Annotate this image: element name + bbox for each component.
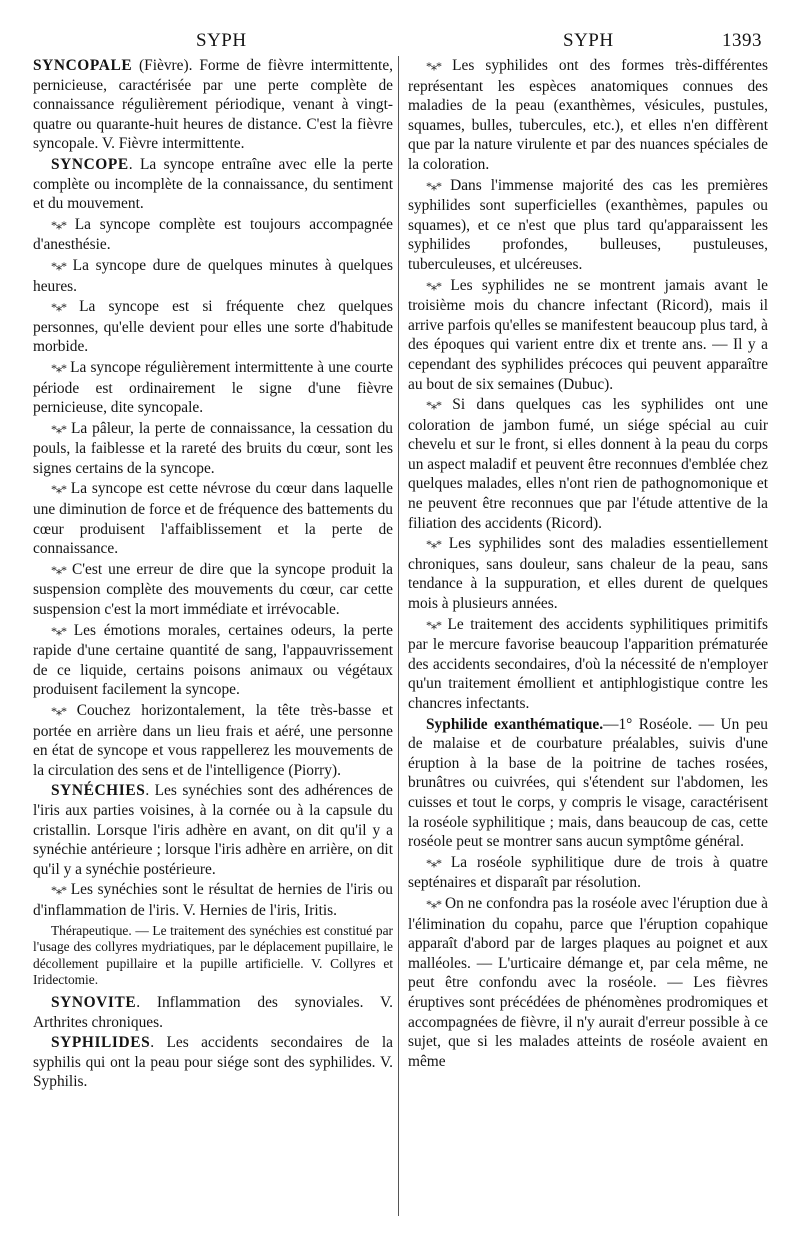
paragraph-text: La syncope est si fréquente chez quelques personnes, qu'elle devient pour elles une sorte d'habitude morbide.: [33, 298, 393, 356]
paragraph-text: C'est une erreur de dire que la syncope produit la suspension complète des mouvements du cœur, car cette suspension c'est la mort immédiate et irrévocable.: [33, 560, 393, 619]
paragraph-text: Le traitement des accidents syphilitiques primitifs par le mercure favorise beaucoup l'apparition prématurée des accidents secondaires, d'où la nécessité de n'employer qu'un traitement émollient et antiphlogistique contre les chancres infectants.: [408, 615, 768, 712]
paragraph: [408, 395, 768, 533]
paragraph: [408, 56, 768, 175]
paragraph: [408, 853, 768, 893]
entry-text: . Les accidents secondaires de la syphilis qui ont la peau pour siége sont des syphilides. V. Syphilis.: [33, 1034, 393, 1091]
paragraph: [33, 256, 393, 296]
entry-syncopale: [33, 56, 393, 154]
paragraph: [408, 534, 768, 613]
paragraph: [33, 419, 393, 479]
column-divider: [398, 56, 399, 1216]
paragraph: [33, 297, 393, 357]
paragraph: [33, 701, 393, 780]
paragraph-text: Les syphilides sont des maladies essentiellement chroniques, sans douleur, sans chaleur de la peau, sans tendance à la suppuration, et elles durent de quelques mois à plusieurs années.: [408, 535, 768, 613]
asterism-marker: *⁎*: [51, 704, 66, 718]
paragraph-text: Dans l'immense majorité des cas les premières syphilides sont superficielles (exanthèmes, papules ou squames), et ce n'est que plus tard qu'apparaissent les syphilides profondes, bulleuses, pustuleuses, tuberculeuses, et ulcéreuses.: [408, 176, 768, 273]
asterism-marker: *⁎*: [51, 482, 66, 497]
paragraph-text: La pâleur, la perte de connaissance, la cessation du pouls, la faiblesse et la rareté des bruits du cœur, sont les signes certains de la syncope.: [33, 419, 393, 477]
entry-syphilides: [33, 1033, 393, 1092]
asterism-marker: *⁎*: [51, 300, 66, 315]
paragraph-text: La syncope régulièrement intermittente à une courte période est ordinairement le signe d'une fièvre pernicieuse, dite syncopale.: [33, 358, 393, 417]
running-head-left: SYPH: [196, 30, 247, 51]
paragraph-text: La syncope complète est toujours accompagnée d'anesthésie.: [33, 215, 393, 254]
entry-text: (Fièvre). Forme de fièvre intermittente, pernicieuse, caractérisée par une perte complète de connaissance régulièrement périodique, venant à vingt-quatre ou quarante-huit heures de distance. C'est la fièvre syncopale. V. Fièvre intermittente.: [33, 57, 393, 153]
entry-text: —1° Roséole. — Un peu de malaise et de courbature préalables, suivis d'une éruption à la base de la poitrine de taches rosées, brunâtres ou cuivrées, qui s'étendent sur l'abdomen, les cuisses et tout le corps, y compris le visage, caractérisent la roséole syphilitique ; mais, dans beaucoup de cas, cette roséole peut se montrer sans aucun symptôme général.: [408, 715, 768, 851]
page-number: 1393: [722, 30, 762, 51]
subentry-term: Syphilide exanthématique.: [426, 715, 604, 733]
therapeutique-note: Thérapeutique. — Le traitement des synéchies est constitué par l'usage des collyres mydriatiques, par le déplacement pupillaire, le décollement pupillaire et la pupille artificielle. V. Collyres et Iridectomie.: [33, 922, 393, 988]
paragraph-text: Si dans quelques cas les syphilides ont une coloration de jambon fumé, un siége spécial au cuir chevelu et sur le front, si elles donnent à la peau du corps un aspect maladif et peuvent être reconnues d'emblée chez quelques malades, elles n'ont rien de pathognomonique et ne peuvent être reconnues que par l'étude attentive de la filiation des accidents (Ricord).: [408, 396, 769, 532]
asterism-marker: *⁎*: [51, 421, 66, 436]
asterism-marker: *⁎*: [426, 398, 441, 413]
asterism-marker: *⁎*: [426, 537, 441, 552]
asterism-marker: *⁎*: [426, 896, 441, 911]
paragraph-text: La roséole syphilitique dure de trois à quatre septénaires et disparaît par résolution.: [408, 853, 768, 892]
paragraph: [408, 176, 768, 275]
paragraph-text: Les syphilides ne se montrent jamais avant le troisième mois du chancre infectant (Ricord), mais il arrive parfois qu'elles se manifestent beaucoup plus tard, à des époques qui varient entre dix et trente ans. — Il y a cependant des syphilides précoces qui peuvent apparaître au bout de six semaines (Dubuc).: [408, 276, 768, 393]
asterism-marker: *⁎*: [51, 217, 66, 232]
paragraph: [408, 615, 768, 714]
paragraph: [33, 560, 393, 620]
paragraph: [33, 358, 393, 418]
paragraph-text: On ne confondra pas la roséole avec l'éruption due à l'élimination du copahu, parce que l'éruption copahique apparaît d'abord par de larges plaques au poignet et aux malléoles. — L'urticaire démange et, par cela même, ne peut être confondu avec la roséole. — Les fièvres éruptives sont précédées de phénomènes prodromiques et accompagnées de fièvre, il n'y aurait d'erreur possible à ce sujet, que si les malades atteints de roséole avaient en même: [408, 894, 768, 1070]
asterism-marker: *⁎*: [51, 562, 66, 577]
asterism-marker: *⁎*: [426, 855, 441, 870]
asterism-marker: *⁎*: [426, 617, 441, 632]
paragraph: [33, 621, 393, 700]
paragraph: [408, 894, 768, 1071]
entry-text: . Inflammation des synoviales. V. Arthrites chroniques.: [33, 993, 393, 1031]
paragraph: [408, 276, 768, 395]
paragraph-text: Les syphilides ont des formes très-différentes représentant les espèces anatomiques connues des maladies de la peau (exanthèmes, vésicules, pustules, squames, bulles, tubercules, etc.), et elles n'en diffèrent que par la nature virulente et par des nuances spéciales de la coloration.: [408, 57, 768, 173]
paragraph-text: Les émotions morales, certaines odeurs, la perte rapide d'une certaine quantité de sang, l'appauvrissement de ce liquide, certains poisons animaux ou végétaux produisent facilement la syncope.: [33, 621, 393, 699]
asterism-marker: *⁎*: [51, 623, 66, 638]
entry-text: . Les synéchies sont des adhérences de l'iris aux parties voisines, à la cornée ou à la capsule du cristallin. Lorsque l'iris adhère en avant, on dit qu'il y a synéchie antérieure ; lorsque l'iris adhère en arrière, on dit qu'il y a synéchie postérieure.: [33, 782, 393, 878]
asterism-marker: *⁎*: [51, 360, 66, 375]
paragraph: [33, 215, 393, 255]
entry-term: SYNÉCHIES: [51, 782, 146, 800]
entry-syphilide-exanthematique: [408, 715, 768, 852]
paragraph: [33, 479, 393, 558]
left-column: [33, 56, 393, 1093]
paragraph: [33, 880, 393, 920]
paragraph-text: Les synéchies sont le résultat de hernies de l'iris ou d'inflammation de l'iris. V. Hernies de l'iris, Iritis.: [33, 881, 393, 919]
paragraph-text: Couchez horizontalement, la tête très-basse et portée en arrière dans un lieu frais et aéré, une personne en état de syncope et vous rappellerez les mouvements de la circulation des sens et de l'intelligence (Piorry).: [33, 702, 393, 779]
paragraph-text: La syncope dure de quelques minutes à quelques heures.: [33, 256, 393, 295]
entry-synovite: [33, 993, 393, 1032]
entry-term: SYNCOPE: [51, 155, 129, 173]
entry-term: SYNOVITE: [51, 993, 137, 1011]
entry-term: SYNCOPALE: [33, 57, 133, 74]
entry-syncope: [33, 155, 393, 214]
asterism-marker: *⁎*: [51, 258, 66, 273]
asterism-marker: *⁎*: [426, 278, 441, 293]
running-head-right: SYPH: [563, 30, 614, 51]
entry-text: . La syncope entraîne avec elle la perte complète ou incomplète de la connaissance, du sentiment et du mouvement.: [33, 155, 393, 213]
asterism-marker: *⁎*: [51, 883, 66, 898]
entry-synechies: [33, 781, 393, 879]
asterism-marker: *⁎*: [426, 59, 441, 73]
entry-term: SYPHILIDES: [51, 1034, 151, 1052]
asterism-marker: *⁎*: [426, 178, 441, 193]
paragraph-text: La syncope est cette névrose du cœur dans laquelle une diminution de force et de fréquence des battements du cœur produisent l'affaiblissement et la perte de connaissance.: [33, 480, 393, 558]
right-column: [408, 56, 768, 1072]
